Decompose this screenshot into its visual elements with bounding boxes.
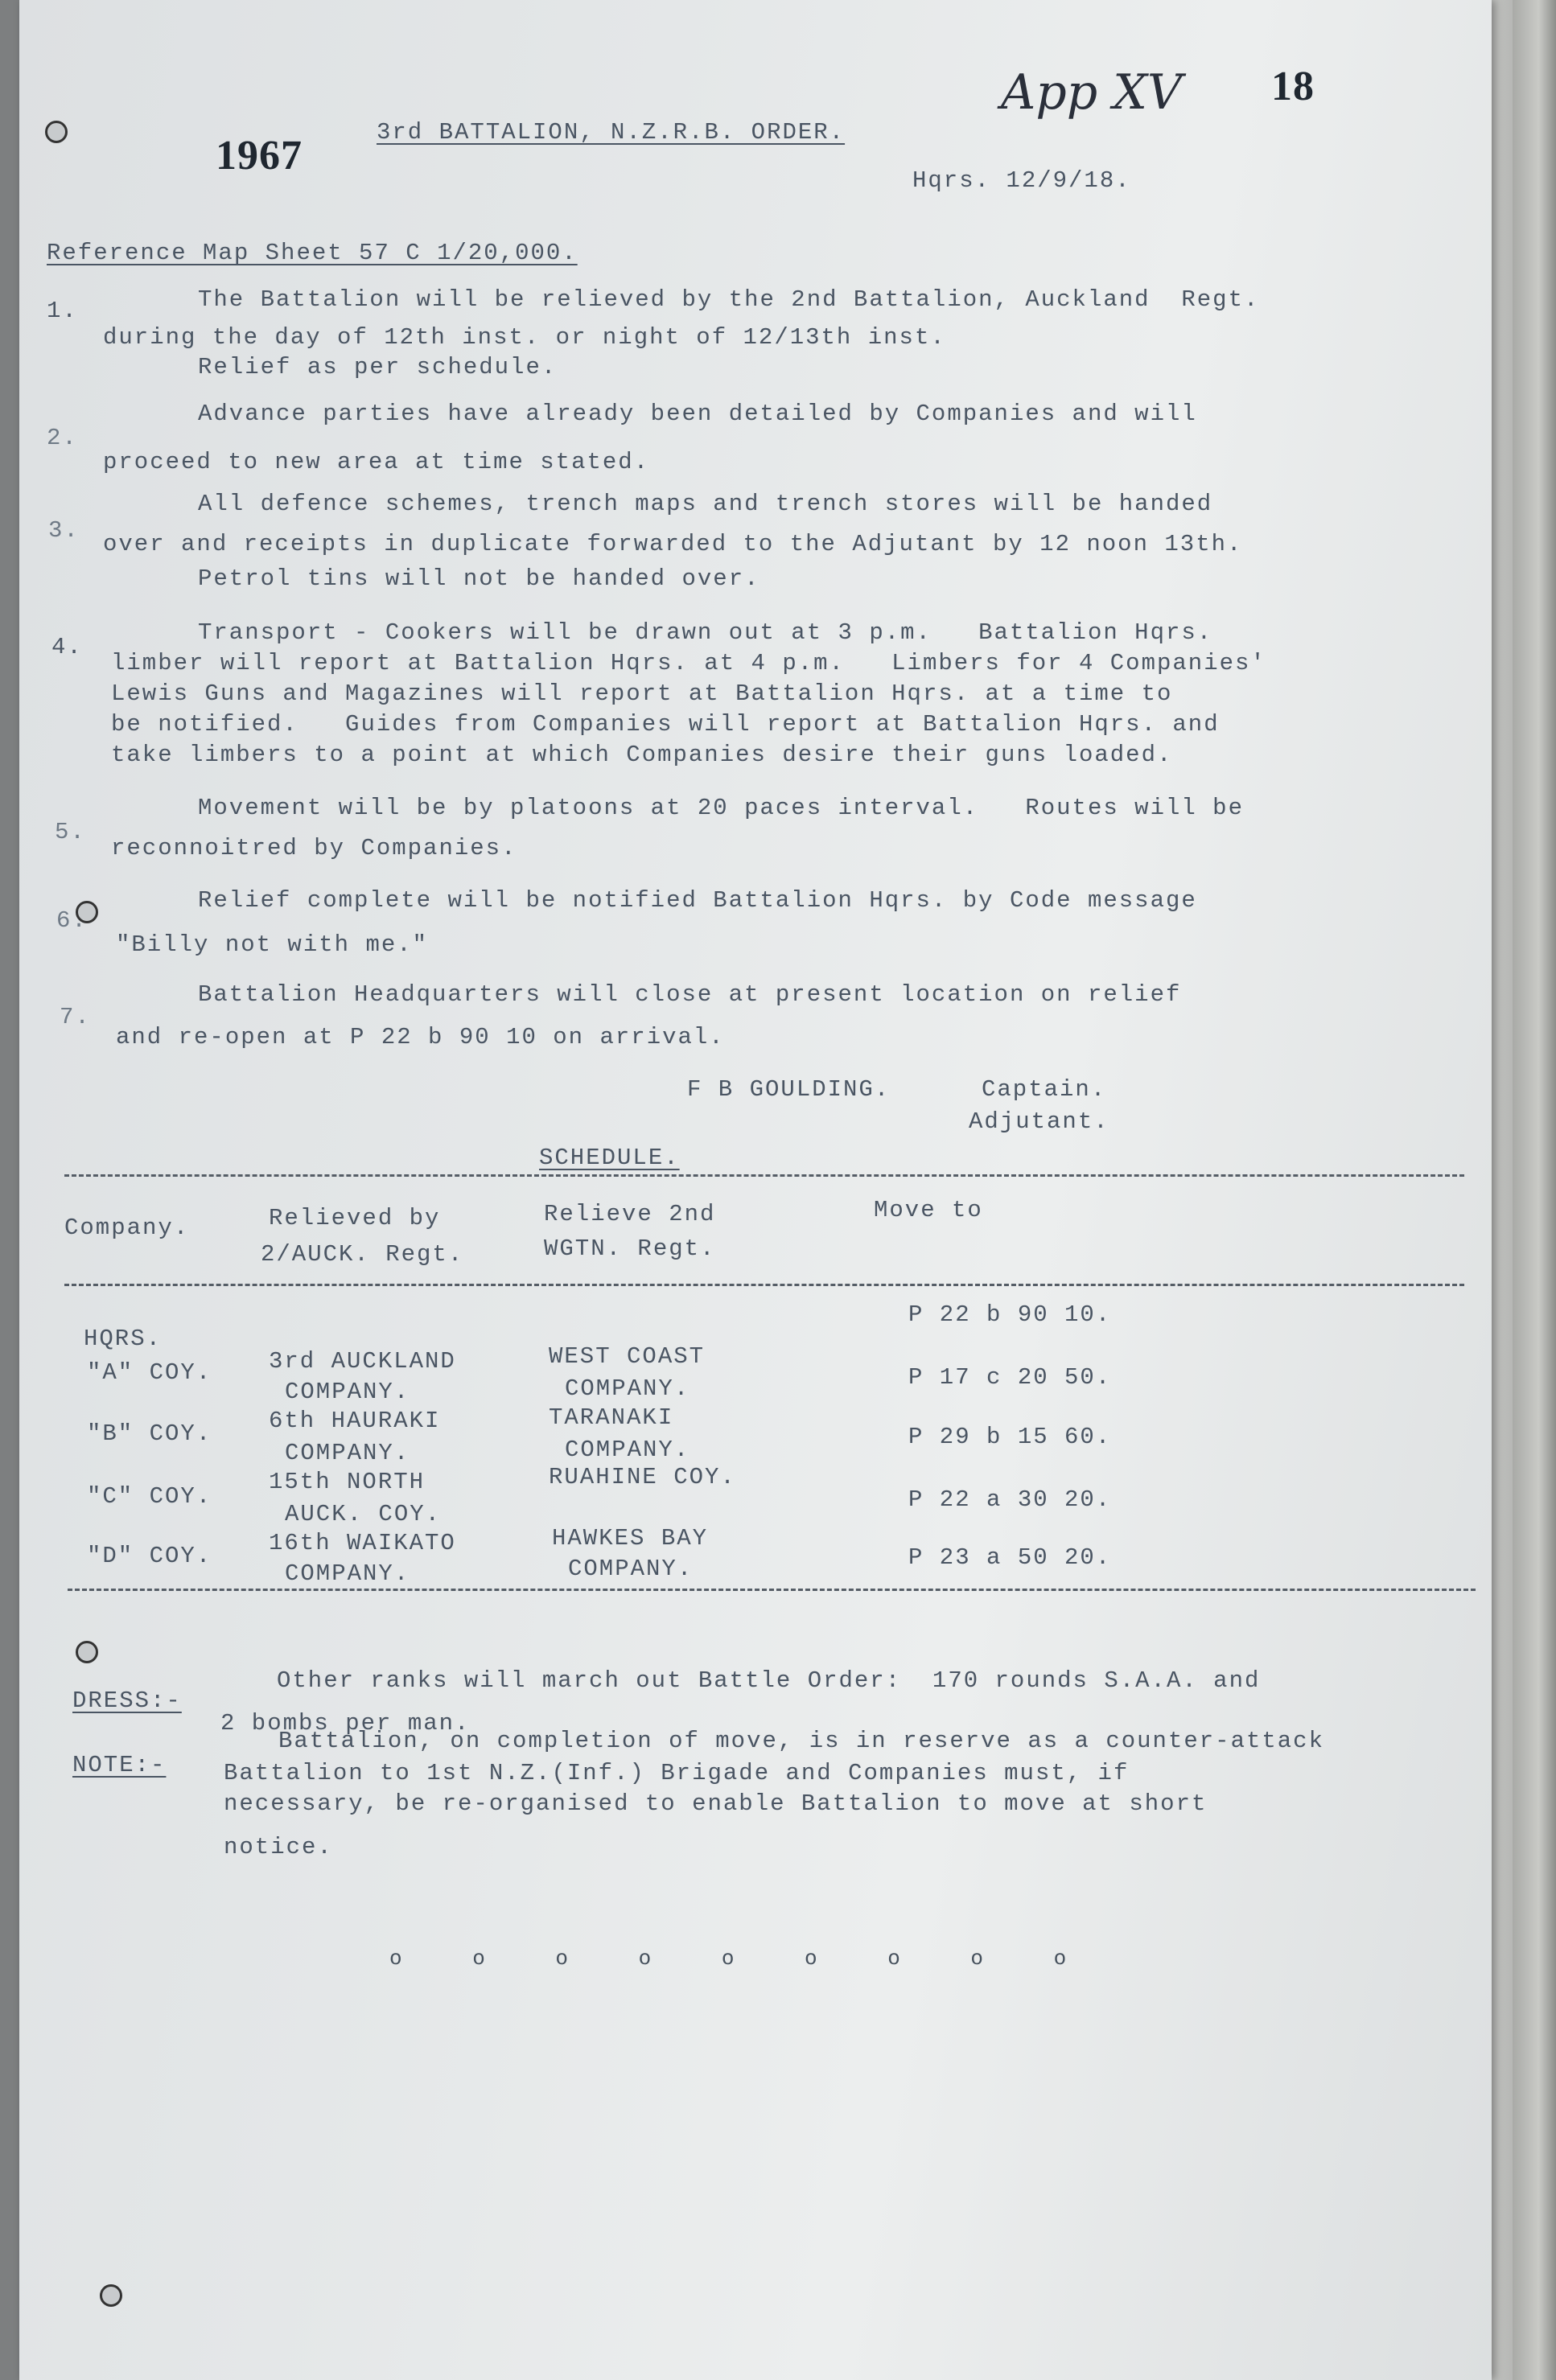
note-label: NOTE:- [72,1752,167,1778]
paragraph-line: Movement will be by platoons at 20 paces interval. Routes will be [198,795,1244,821]
schedule-heading: SCHEDULE. [539,1145,680,1171]
paragraph-line: Relief as per schedule. [198,354,558,380]
map-reference: Reference Map Sheet 57 C 1/20,000. [47,240,578,266]
paragraph-line: take limbers to a point at which Companies desire their guns loaded. [111,742,1173,768]
row-relieved-by: COMPANY. [285,1379,410,1405]
row-relieve: COMPANY. [565,1437,690,1463]
row-relieved-by: COMPANY. [285,1560,410,1587]
col-header-relieved-by: Relieved by [269,1205,441,1231]
paragraph-line: Advance parties have already been detailed by Companies and will [198,401,1197,427]
row-move-to: P 29 b 15 60. [908,1424,1112,1450]
row-relieved-by: COMPANY. [285,1440,410,1466]
paragraph-number: 3. [48,517,80,544]
row-relieved-by: AUCK. COY. [285,1501,442,1527]
paragraph-line: Transport - Cookers will be drawn out at 3 p.m. Battalion Hqrs. [198,619,1213,646]
paragraph-line: and re-open at P 22 b 90 10 on arrival. [116,1024,725,1050]
paragraph-line: All defence schemes, trench maps and trench stores will be handed [198,491,1213,517]
file-number: 1967 [216,133,303,179]
paragraph-number: 4. [51,634,83,660]
paragraph-line: be notified. Guides from Companies will report at Battalion Hqrs. and [111,711,1220,738]
row-relieved-by: 3rd AUCKLAND [269,1348,456,1375]
row-relieved-by: 15th NORTH [269,1469,426,1495]
row-relieve: WEST COAST [549,1343,706,1370]
col-header-company: Company. [64,1215,190,1241]
paragraph-line: proceed to new area at time stated. [103,449,650,475]
paragraph-line: over and receipts in duplicate forwarded to the Adjutant by 12 noon 13th. [103,531,1243,557]
note-line: necessary, be re-organised to enable Battalion to move at short [224,1790,1208,1817]
row-relieve: HAWKES BAY [552,1525,709,1552]
paragraph-number: 6. [56,907,88,934]
row-company: "A" COY. [87,1359,212,1386]
paragraph-line: The Battalion will be relieved by the 2nd Battalion, Auckland Regt. [198,286,1260,313]
paragraph-number: 2. [47,425,78,451]
dress-line: 2 bombs per man. [220,1710,471,1737]
row-relieved-by: 6th HAURAKI [269,1408,441,1434]
end-of-document-marks: o o o o o o o o o [389,1946,1096,1971]
paragraph-number: 7. [60,1004,91,1030]
schedule-bottom-rule [68,1589,1476,1591]
document-page [19,0,1492,2380]
signature-name: F B GOULDING. [687,1076,891,1103]
punch-hole-top [45,121,68,143]
col-header-relieve: Relieve 2nd [544,1201,716,1227]
order-title: 3rd BATTALION, N.Z.R.B. ORDER. [377,119,846,146]
underlying-sheet-edge [1513,0,1556,2380]
signature-rank: Captain. [982,1076,1107,1103]
row-company: "C" COY. [87,1483,212,1510]
row-relieved-by: 16th WAIKATO [269,1530,456,1556]
col-header-relieve-unit: WGTN. Regt. [544,1235,716,1262]
paragraph-number: 5. [55,819,86,845]
paragraph-line: limber will report at Battalion Hqrs. at 4 p.m. Limbers for 4 Companies' [111,650,1266,676]
row-company: "B" COY. [87,1420,212,1447]
punch-hole-lower [76,1641,98,1663]
dress-label: DRESS:- [72,1687,182,1714]
row-relieve: COMPANY. [565,1375,690,1402]
note-line: Battalion to 1st N.Z.(Inf.) Brigade and Companies must, if [224,1760,1130,1786]
row-move-to: P 23 a 50 20. [908,1544,1112,1571]
handwritten-annotation: App XV [1001,64,1183,121]
note-line: Battalion, on completion of move, is in reserve as a counter-attack [278,1728,1324,1754]
note-line: notice. [224,1834,333,1860]
dress-line: Other ranks will march out Battle Order: 170 rounds S.A.A. and [277,1667,1261,1694]
row-company: "D" COY. [87,1543,212,1569]
col-header-relieved-by-unit: 2/AUCK. Regt. [261,1241,464,1268]
paragraph-line: Petrol tins will not be handed over. [198,565,760,592]
row-move-to: P 22 a 30 20. [908,1486,1112,1513]
paragraph-line: reconnoitred by Companies. [111,835,517,861]
paragraph-line: Lewis Guns and Magazines will report at Battalion Hqrs. at a time to [111,680,1173,707]
punch-hole-bottom [100,2284,122,2307]
paragraph-number: 1. [47,298,78,324]
row-relieve: TARANAKI [549,1404,674,1431]
row-move-to: P 22 b 90 10. [908,1301,1112,1328]
paragraph-line: Battalion Headquarters will close at present location on relief [198,981,1182,1008]
schedule-top-rule [64,1174,1464,1177]
row-company: HQRS. [84,1326,163,1352]
hqrs-date: Hqrs. 12/9/18. [912,167,1131,194]
paragraph-line: Relief complete will be notified Battalion Hqrs. by Code message [198,887,1197,914]
schedule-header-rule [64,1284,1464,1286]
signature-role: Adjutant. [969,1108,1109,1135]
page-number: 18 [1271,64,1315,109]
col-header-move-to: Move to [874,1197,983,1223]
row-relieve: RUAHINE COY. [549,1464,736,1490]
row-relieve: COMPANY. [568,1556,694,1582]
row-move-to: P 17 c 20 50. [908,1364,1112,1391]
paragraph-line: "Billy not with me." [116,931,429,958]
paragraph-line: during the day of 12th inst. or night of 12/13th inst. [103,324,946,351]
